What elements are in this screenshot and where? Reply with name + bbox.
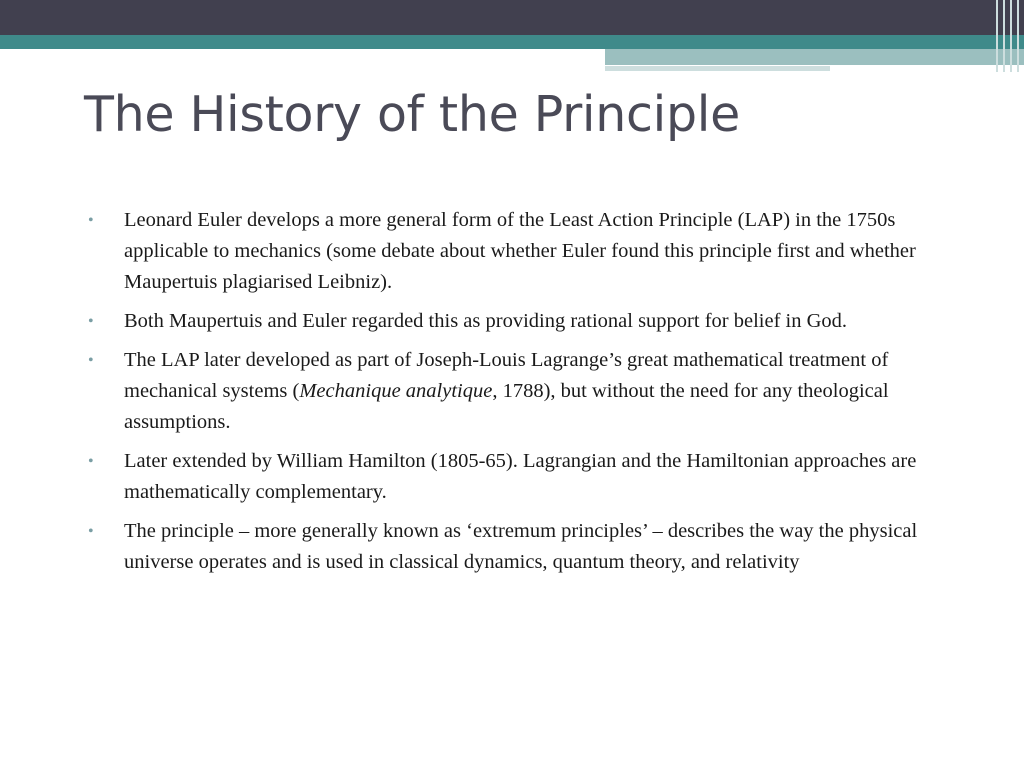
bullet-item <box>88 306 944 337</box>
bullet-dot-icon: • <box>88 523 94 540</box>
bullet-item <box>88 446 944 508</box>
header-edge-line-3 <box>1010 0 1012 72</box>
slide-title: The History of the Principle <box>84 86 740 143</box>
bullet-text-italic: Mechanique analytique <box>299 380 493 402</box>
header-dark-bar <box>0 0 1024 35</box>
bullet-list <box>88 205 944 586</box>
bullet-item <box>88 345 944 438</box>
bullet-text: The principle – more generally known as ‘extremum principles’ – describes the way the physical universe operates and is used in classical dynamics, quantum theory, and relativity <box>124 520 918 573</box>
bullet-text-after: , 1788), but without the need for any theological assumptions. <box>124 380 889 433</box>
header-pale-strip <box>605 66 830 71</box>
header-edge-line-2 <box>1003 0 1005 72</box>
bullet-text-before: The LAP later developed as part of Joseph-Louis Lagrange’s great mathematical treatment of mechanical systems ( <box>124 349 889 402</box>
bullet-dot-icon: • <box>88 453 94 470</box>
bullet-item <box>88 205 944 298</box>
header-light-bar <box>605 49 1024 65</box>
header-teal-bar <box>0 35 1024 49</box>
bullet-text: Later extended by William Hamilton (1805-65). Lagrangian and the Hamiltonian approaches are mathematically complementary. <box>124 450 917 503</box>
header-edge-line-4 <box>1017 0 1019 72</box>
bullet-dot-icon: • <box>88 352 94 369</box>
bullet-item <box>88 516 944 578</box>
header-decoration <box>0 0 1024 80</box>
bullet-text: Both Maupertuis and Euler regarded this as providing rational support for belief in God. <box>124 310 848 332</box>
bullet-dot-icon: • <box>88 212 94 229</box>
bullet-dot-icon: • <box>88 313 94 330</box>
header-edge-line-1 <box>996 0 998 72</box>
bullet-text: Leonard Euler develops a more general form of the Least Action Principle (LAP) in the 1750s applicable to mechanics (some debate about whether Euler found this principle first and whether Maupertuis plagiarised Leibniz). <box>124 209 916 293</box>
